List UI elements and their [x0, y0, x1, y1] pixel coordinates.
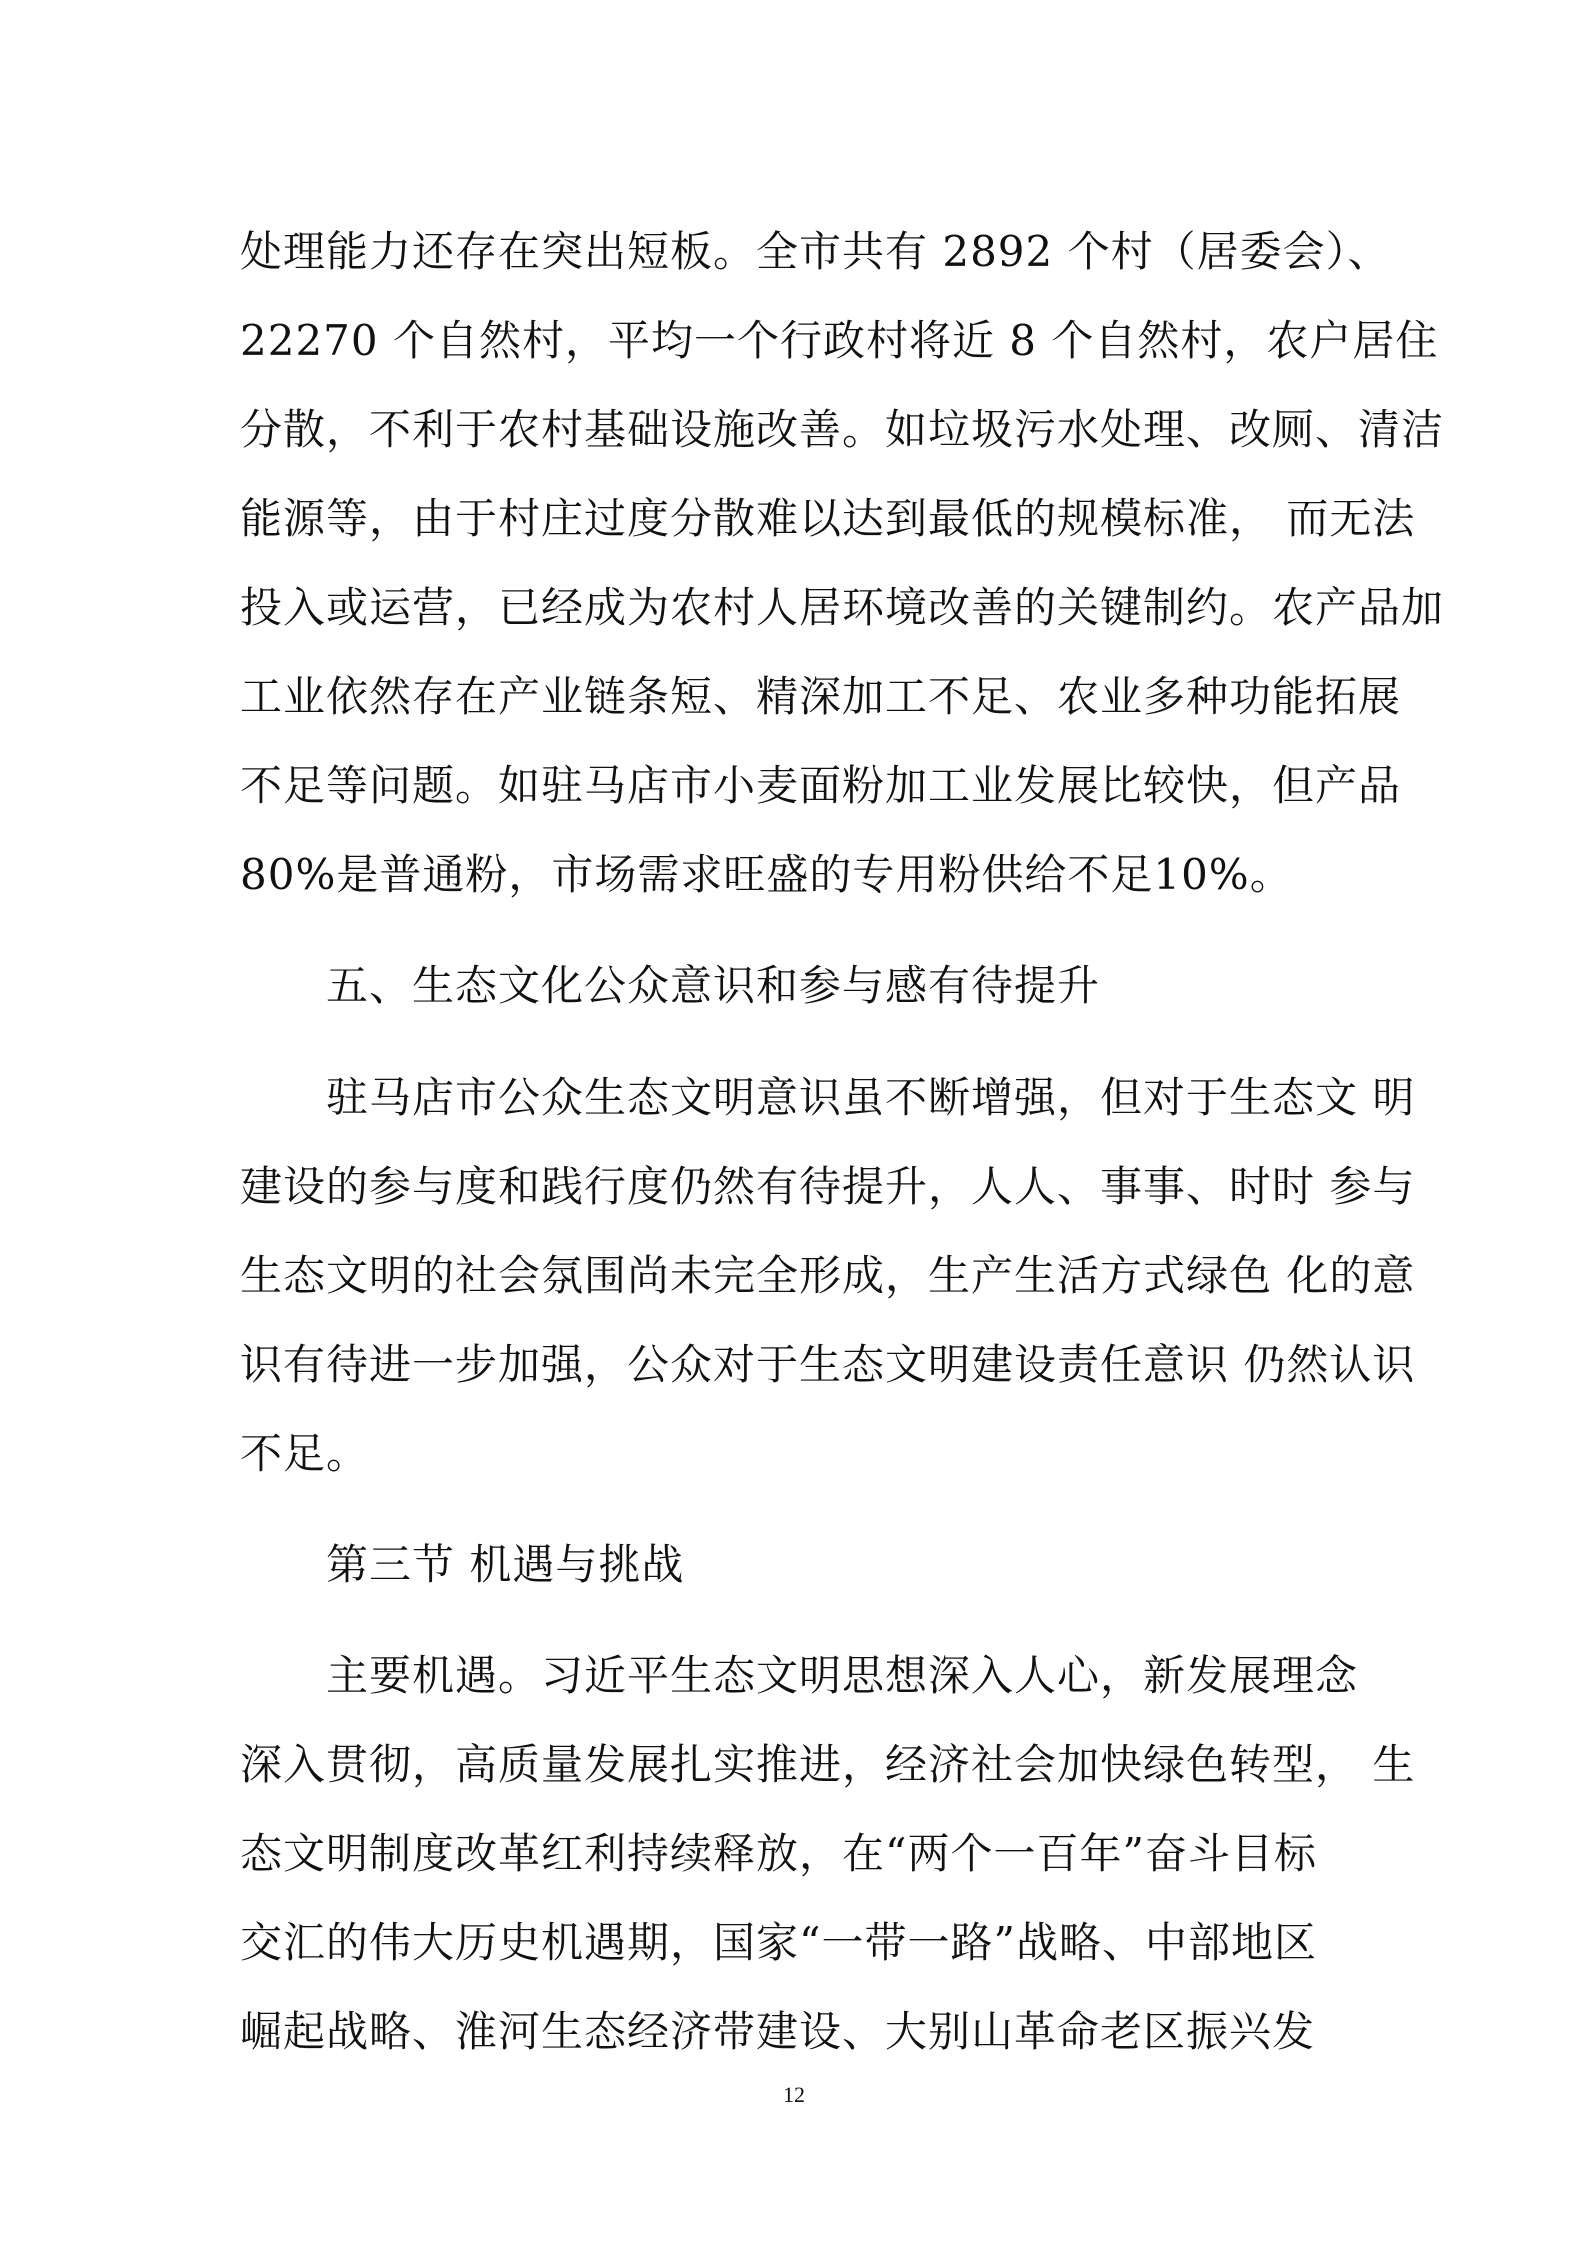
paragraph-1-line-6: 工业依然存在产业链条短、精深加工不足、农业多种功能拓展 [240, 672, 1402, 721]
paragraph-1-line-4: 能源等，由于村庄过度分散难以达到最低的规模标准， 而无法 [240, 494, 1416, 543]
paragraph-2-line-4: 识有待进一步加强，公众对于生态文明建设责任意识 仍然认识 [240, 1340, 1416, 1389]
paragraph-2-line-3: 生态文明的社会氛围尚未完全形成，生产生活方式绿色 化的意 [240, 1251, 1416, 1300]
paragraph-1-line-1: 处理能力还存在突出短板。全市共有 2892 个村（居委会）、 [240, 227, 1391, 276]
paragraph-3-line-1: 主要机遇。习近平生态文明思想深入人心，新发展理念 [326, 1651, 1359, 1700]
paragraph-1-line-3: 分散，不利于农村基础设施改善。如垃圾污水处理、改厕、清洁 [240, 405, 1445, 454]
paragraph-3-line-4: 交汇的伟大历史机遇期，国家“一带一路”战略、中部地区 [240, 1918, 1317, 1967]
paragraph-2-line-2: 建设的参与度和践行度仍然有待提升，人人、事事、时时 参与 [240, 1162, 1416, 1211]
paragraph-1-line-2: 22270 个自然村，平均一个行政村将近 8 个自然村，农户居住 [240, 316, 1439, 365]
page-number: 12 [783, 2082, 805, 2107]
paragraph-3-line-5: 崛起战略、淮河生态经济带建设、大别山革命老区振兴发 [240, 2007, 1316, 2056]
paragraph-2-line-5: 不足。 [240, 1429, 370, 1478]
paragraph-1-line-8: 80%是普通粉，市场需求旺盛的专用粉供给不足10%。 [240, 850, 1293, 899]
section-heading-five: 五、生态文化公众意识和参与感有待提升 [326, 961, 1101, 1010]
paragraph-1-line-7: 不足等问题。如驻马店市小麦面粉加工业发展比较快，但产品 [240, 761, 1402, 810]
section-heading-third: 第三节 机遇与挑战 [326, 1540, 685, 1589]
paragraph-1-line-5: 投入或运营，已经成为农村人居环境改善的关键制约。农产品加 [240, 583, 1445, 632]
paragraph-3-line-3: 态文明制度改革红利持续释放，在“两个一百年”奋斗目标 [240, 1829, 1317, 1878]
paragraph-2-line-1: 驻马店市公众生态文明意识虽不断增强，但对于生态文 明 [326, 1073, 1416, 1122]
paragraph-3-line-2: 深入贯彻，高质量发展扎实推进，经济社会加快绿色转型， 生 [240, 1740, 1416, 1789]
